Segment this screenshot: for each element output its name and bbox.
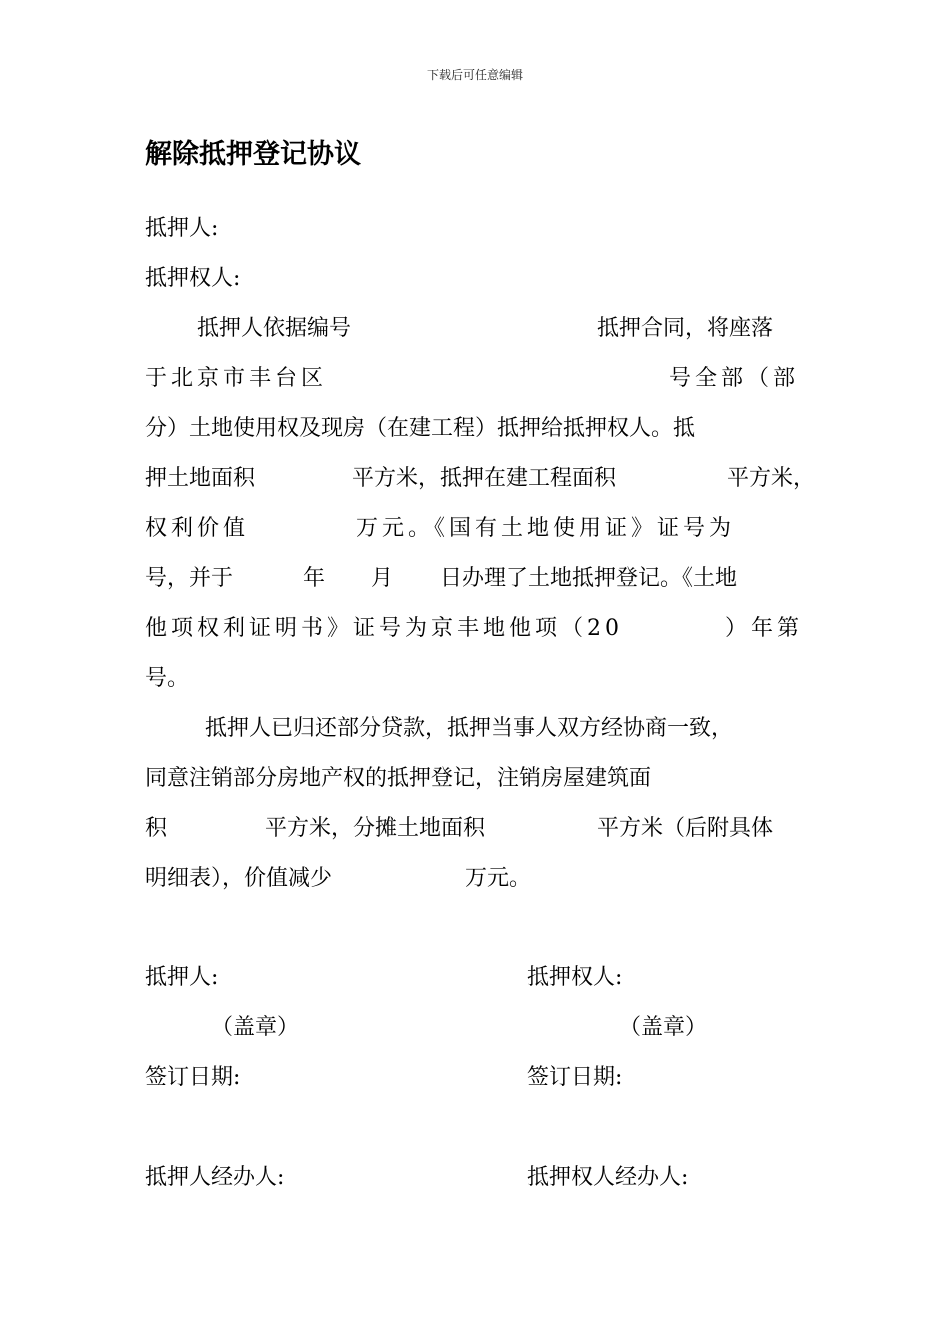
p1-line2-part2: 号全部（部: [669, 366, 800, 391]
p1-line6-year: 年: [303, 566, 326, 591]
p1-line5-part1: 权利价值: [145, 516, 250, 541]
mortgagee-sign-date: 签订日期:: [527, 1065, 623, 1090]
p2-line2: 同意注销部分房地产权的抵押登记，注销房屋建筑面: [145, 766, 652, 791]
p1-line4-part2: 平方米，抵押在建工程面积: [352, 466, 617, 491]
p1-line4-part3: 平方米，: [727, 466, 816, 491]
p1-line6-month: 月: [371, 566, 394, 591]
p1-line1-part2: 抵押合同，将座落: [597, 316, 774, 341]
p1-line2-part1: 于北京市丰台区: [145, 366, 328, 391]
mortgagor-label: 抵押人:: [145, 216, 219, 241]
p2-line4-part1: 明细表），价值减少: [145, 866, 333, 891]
p1-line8: 号。: [145, 666, 190, 691]
p1-line7-part1: 他项权利证明书》证号为京丰地他项（20: [145, 616, 623, 641]
mortgagee-label: 抵押权人:: [145, 266, 241, 291]
p1-line5-part2: 万元。《国有土地使用证》证号为: [356, 516, 736, 541]
p1-line3: 分）土地使用权及现房（在建工程）抵押给抵押权人。抵: [145, 416, 696, 441]
p2-line1: 抵押人已归还部分贷款，抵押当事人双方经协商一致，: [205, 716, 734, 741]
p2-line3-part2: 平方米，分摊土地面积: [265, 816, 486, 841]
mortgagor-agent: 抵押人经办人:: [145, 1165, 285, 1190]
p1-line6-part1: 号，并于: [145, 566, 234, 591]
mortgagor-sign-date: 签订日期:: [145, 1065, 241, 1090]
mortgagee-seal: （盖章）: [619, 1015, 708, 1040]
sign-mortgagee-label: 抵押权人:: [527, 965, 623, 990]
page-header: 下载后可任意编辑: [426, 68, 523, 82]
p2-line3-part3: 平方米（后附具体: [597, 816, 774, 841]
mortgagee-agent: 抵押权人经办人:: [527, 1165, 689, 1190]
document-title: 解除抵押登记协议: [145, 139, 361, 170]
p1-line1-part1: 抵押人依据编号: [197, 316, 352, 341]
mortgagor-seal: （盖章）: [211, 1015, 300, 1040]
p2-line3-part1: 积: [145, 816, 168, 841]
p1-line6-part2: 日办理了土地抵押登记。《土地: [440, 566, 738, 591]
p1-line7-part2: ）年第: [725, 616, 804, 641]
p2-line4-part2: 万元。: [465, 866, 532, 891]
p1-line4-part1: 押土地面积: [145, 466, 256, 491]
sign-mortgagor-label: 抵押人:: [145, 965, 219, 990]
